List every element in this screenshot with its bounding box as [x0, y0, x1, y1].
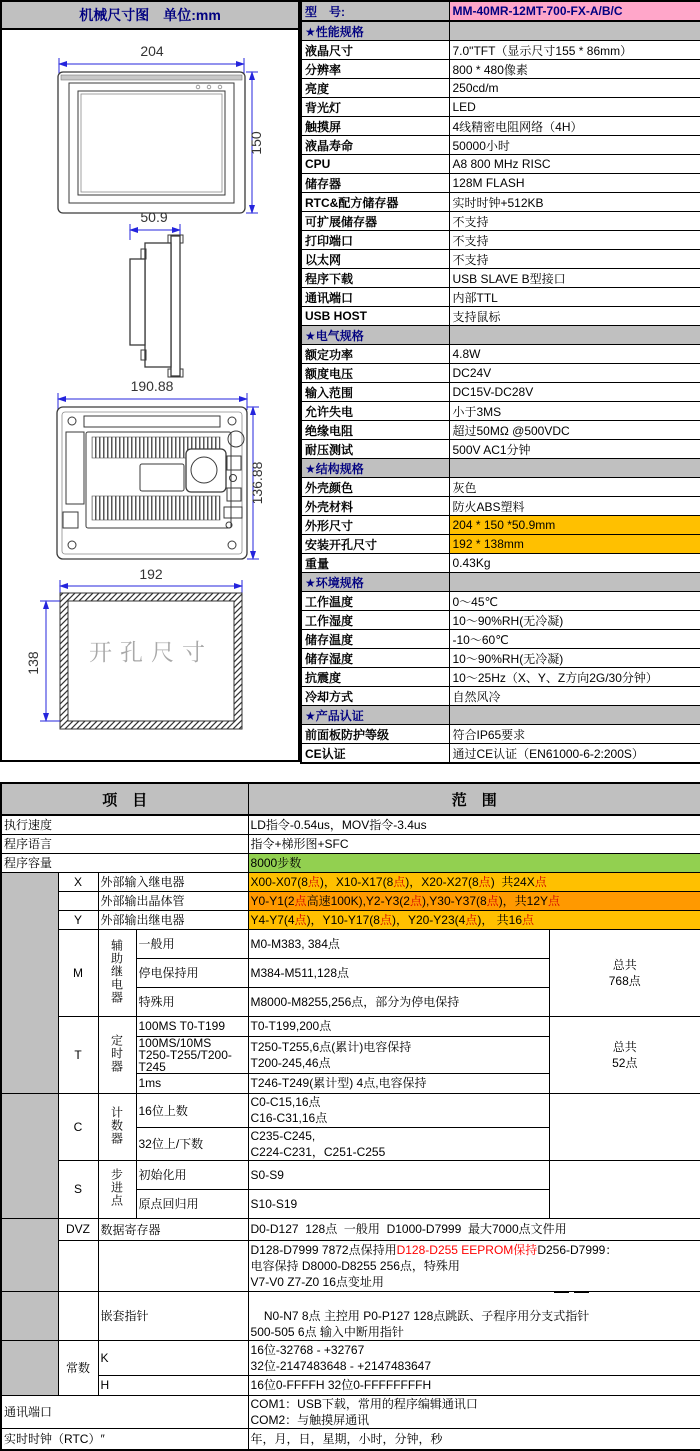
- capacity-label: 程序容量: [1, 853, 248, 872]
- spec-row: [301, 193, 700, 212]
- spec-value: 不支持: [449, 231, 700, 250]
- spec-row: [301, 212, 700, 231]
- spec-row: [301, 288, 700, 307]
- constant-h-value: 16位0-FFFFH 32位0-FFFFFFFFH: [248, 1375, 700, 1395]
- constant-k-value: 16位-32768 - +32767 32位-2147483648 - +2147483647: [248, 1340, 700, 1375]
- spec-row: [301, 687, 700, 706]
- spec-label: 液晶寿命: [301, 136, 449, 155]
- spec-label: 抗震度: [301, 668, 449, 687]
- text-segment: 点: [379, 912, 392, 927]
- y-transistor-row: [1, 891, 700, 910]
- exec-speed-row: [1, 815, 700, 834]
- spec-value: 204 * 150 *50.9mm: [449, 516, 700, 535]
- c2-label: 32位上/下数: [136, 1127, 248, 1160]
- text-segment: )，Y20-Y23(4: [391, 912, 466, 927]
- spec-row: [301, 649, 700, 668]
- spec-row: [301, 79, 700, 98]
- spec-value: 0～45℃: [449, 592, 700, 611]
- spec-value: -10～60℃: [449, 630, 700, 649]
- spec-label: CPU: [301, 155, 449, 174]
- spec-value: 超过50MΩ @500VDC: [449, 421, 700, 440]
- spec-row: [301, 421, 700, 440]
- text-segment: )， 共16: [477, 912, 523, 927]
- m1-label: 一般用: [136, 929, 248, 958]
- spec-value: 4.8W: [449, 345, 700, 364]
- m3-value: M8000-M8255,256点，部分为停电保持: [248, 987, 549, 1016]
- spec-row: [301, 60, 700, 79]
- t3-label: 1ms: [136, 1073, 248, 1093]
- spec-row: [301, 307, 700, 326]
- spec-label: 液晶尺寸: [301, 41, 449, 60]
- mechanical-drawing: [2, 30, 298, 760]
- spec-value: 防火ABS塑料: [449, 497, 700, 516]
- s-row-1: [1, 1160, 700, 1189]
- spec-section-row: [301, 326, 700, 345]
- text-segment: ) 共24X: [490, 874, 535, 889]
- spec-row: [301, 383, 700, 402]
- dim-front-width: 204: [140, 43, 164, 59]
- text-segment: 点: [478, 874, 491, 889]
- m-group: 辅助继电器: [98, 929, 136, 1016]
- range-table: [0, 782, 700, 1451]
- spec-value: [449, 573, 700, 592]
- spec-label: ★产品认证: [301, 706, 449, 725]
- spec-label: 外形尺寸: [301, 516, 449, 535]
- text-segment: 点: [307, 874, 320, 889]
- left-gray-spacer: [1, 1218, 58, 1291]
- constant-k-label: K: [98, 1340, 248, 1375]
- cutout-view: [25, 566, 242, 729]
- com-port-value: COM1：USB下载，常用的程序编辑通讯口 COM2：与触摸屏通讯: [248, 1395, 700, 1428]
- text-segment: 点: [409, 893, 422, 908]
- empty-cell: [98, 1240, 248, 1291]
- spec-label: 耐压测试: [301, 440, 449, 459]
- language-value: 指令+梯形图+SFC: [248, 834, 700, 853]
- y-tr-code: [58, 891, 98, 910]
- rtc-label: 实时时钟（RTC）″: [1, 1428, 248, 1450]
- com-port-row: [1, 1395, 700, 1428]
- column-header-range: 范 围: [248, 783, 700, 815]
- spec-label: 程序下载: [301, 269, 449, 288]
- spec-row: [301, 440, 700, 459]
- dvz-detail-value: D128-D7999 7872点保持用D128-D255 EEPROM保持D256-D7999： 电容保持 D8000-D8255 256点，特殊用 V7-V0 Z7-Z0 16点变址用: [248, 1240, 700, 1291]
- c1-value: C0-C15,16点 C16-C31,16点: [248, 1093, 549, 1127]
- spec-row: [301, 1, 700, 21]
- range-header-row: [1, 783, 700, 815]
- spec-value: 灰色: [449, 478, 700, 497]
- spec-label: 绝缘电阻: [301, 421, 449, 440]
- spec-label: 工作温度: [301, 592, 449, 611]
- spec-section-row: [301, 573, 700, 592]
- spec-value: 50000小时: [449, 136, 700, 155]
- y-rl-value: [248, 910, 700, 929]
- pointer-value: N0-N7 8点 主控用 P0-P127 128点跳跃、子程序用分支式指针 500-505 6点 输入中断用指针: [248, 1291, 700, 1340]
- spec-section-row: [301, 706, 700, 725]
- spec-row: [301, 402, 700, 421]
- dim-back-width: 190.88: [130, 378, 174, 394]
- m-code: M: [58, 929, 98, 1016]
- spec-label: ★电气规格: [301, 326, 449, 345]
- text-segment: D128-D7999 7872点保持用: [250, 1242, 397, 1257]
- exec-speed-label: 执行速度: [1, 815, 248, 834]
- spec-row: [301, 497, 700, 516]
- spec-row: [301, 554, 700, 573]
- spec-label: 打印端口: [301, 231, 449, 250]
- spec-row: [301, 231, 700, 250]
- spec-value: 符合IP65要求: [449, 725, 700, 744]
- spec-value: DC24V: [449, 364, 700, 383]
- text-segment: )，共12Y: [498, 893, 549, 908]
- spec-row: [301, 668, 700, 687]
- column-header-item: 项 目: [1, 783, 248, 815]
- spec-row: [301, 364, 700, 383]
- exec-speed-value: LD指令-0.54us，MOV指令-3.4us: [248, 815, 700, 834]
- mechanical-pane: [0, 0, 300, 762]
- dim-back-height: 136.88: [249, 461, 265, 505]
- spec-value: DC15V-DC28V: [449, 383, 700, 402]
- c-group: 计数器: [98, 1093, 136, 1160]
- spec-value: 4线精密电阻网络（4H）: [449, 117, 700, 136]
- spec-label: 分辨率: [301, 60, 449, 79]
- spec-value: [449, 21, 700, 41]
- left-gray-spacer: [1, 872, 58, 1093]
- spec-row: [301, 630, 700, 649]
- text-segment: 点: [393, 874, 406, 889]
- spec-row: [301, 117, 700, 136]
- spec-row: [301, 41, 700, 60]
- spec-value: 500V AC1分钟: [449, 440, 700, 459]
- text-segment: )，X10-X17(8: [319, 874, 394, 889]
- s2-label: 原点回归用: [136, 1189, 248, 1218]
- spec-value: USB SLAVE B型接口: [449, 269, 700, 288]
- t3-value: T246-T249(累计型) 4点,电容保持: [248, 1073, 549, 1093]
- spec-label: 触摸屏: [301, 117, 449, 136]
- spec-value: 实时时钟+512KB: [449, 193, 700, 212]
- c-row-1: [1, 1093, 700, 1127]
- y-rl-label: 外部输出继电器: [98, 910, 248, 929]
- spec-row: [301, 516, 700, 535]
- empty-cell: [58, 1240, 98, 1291]
- m2-label: 停电保持用: [136, 958, 248, 987]
- spec-label: 通讯端口: [301, 288, 449, 307]
- s1-label: 初始化用: [136, 1160, 248, 1189]
- empty-cell: [58, 1291, 98, 1340]
- t1-value: T0-T199,200点: [248, 1016, 549, 1036]
- constant-k-row: [1, 1340, 700, 1375]
- capacity-value: 8000步数: [248, 853, 700, 872]
- spec-value: 0.43Kg: [449, 554, 700, 573]
- pointer-label: 嵌套指针: [98, 1291, 248, 1340]
- s-group: 步进点: [98, 1160, 136, 1218]
- spec-label: 亮度: [301, 79, 449, 98]
- c1-label: 16位上数: [136, 1093, 248, 1127]
- dim-front-height: 150: [248, 131, 264, 155]
- spec-value: LED: [449, 98, 700, 117]
- spec-value: MM-40MR-12MT-700-FX-A/B/C: [449, 1, 700, 21]
- spec-label: 额度电压: [301, 364, 449, 383]
- spec-value: 支持鼠标: [449, 307, 700, 326]
- s-code: S: [58, 1160, 98, 1218]
- spec-row: [301, 535, 700, 554]
- y-tr-label: 外部输出晶体管: [98, 891, 248, 910]
- side-view: [130, 209, 183, 377]
- spec-row: [301, 345, 700, 364]
- spec-value: 不支持: [449, 212, 700, 231]
- m2-value: M384-M511,128点: [248, 958, 549, 987]
- rtc-value: 年，月，日，星期，小时，分钟，秒: [248, 1428, 700, 1450]
- s-total: [549, 1160, 700, 1218]
- spec-row: [301, 478, 700, 497]
- text-segment: )，Y10-Y17(8: [306, 912, 380, 927]
- text-segment: 点: [294, 893, 307, 908]
- dvz-label: 数据寄存器: [98, 1218, 248, 1240]
- x-label: 外部输入继电器: [98, 872, 248, 891]
- y-tr-value: [248, 891, 700, 910]
- spec-value: [449, 326, 700, 345]
- language-label: 程序语言: [1, 834, 248, 853]
- spec-row: [301, 250, 700, 269]
- spec-value: 10～90%RH(无冷凝): [449, 649, 700, 668]
- text-segment: )，X20-X27(8: [405, 874, 479, 889]
- x-input-row: [1, 872, 700, 891]
- c-code: C: [58, 1093, 98, 1160]
- text-segment: ),Y30-Y37(8: [421, 893, 487, 908]
- spec-value: A8 800 MHz RISC: [449, 155, 700, 174]
- overline-mark: [554, 1291, 589, 1293]
- text-segment: 点: [465, 912, 478, 927]
- spec-label: ★性能规格: [301, 21, 449, 41]
- spec-label: 型 号:: [301, 1, 449, 21]
- spec-label: 输入范围: [301, 383, 449, 402]
- spec-label: 重量: [301, 554, 449, 573]
- spec-row: [301, 611, 700, 630]
- c-total: [549, 1093, 700, 1160]
- spec-label: RTC&配方储存器: [301, 193, 449, 212]
- t2-label: 100MS/10MS T250-T255/T200-T245: [136, 1036, 248, 1073]
- text-segment: 点: [486, 893, 499, 908]
- spec-label: 储存器: [301, 174, 449, 193]
- text-segment: 点: [534, 874, 547, 889]
- spec-row: [301, 725, 700, 744]
- t-total: 总共 52点: [549, 1016, 700, 1093]
- capacity-row: [1, 853, 700, 872]
- spec-label: 前面板防护等级: [301, 725, 449, 744]
- m3-label: 特殊用: [136, 987, 248, 1016]
- dim-cutout-height: 138: [25, 651, 41, 675]
- spec-label: 背光灯: [301, 98, 449, 117]
- spec-label: 储存温度: [301, 630, 449, 649]
- left-gray-spacer: [1, 1291, 58, 1340]
- t1-label: 100MS T0-T199: [136, 1016, 248, 1036]
- x-value: [248, 872, 700, 891]
- spec-section-row: [301, 21, 700, 41]
- spec-row: [301, 155, 700, 174]
- com-port-label: 通讯端口: [1, 1395, 248, 1428]
- spec-label: 允许失电: [301, 402, 449, 421]
- spec-label: 储存湿度: [301, 649, 449, 668]
- spec-value: 通过CE认证（EN61000-6-2:200S）: [449, 744, 700, 764]
- text-segment: D128-D255 EEPROM保持: [396, 1242, 538, 1257]
- m-total: 总共 768点: [549, 929, 700, 1016]
- spec-table: [300, 0, 700, 764]
- spec-label: CE认证: [301, 744, 449, 764]
- s1-value: S0-S9: [248, 1160, 549, 1189]
- spec-label: 额定功率: [301, 345, 449, 364]
- spec-value: 自然风冷: [449, 687, 700, 706]
- m-row-1: [1, 929, 700, 958]
- spec-value: 250cd/m: [449, 79, 700, 98]
- spec-value: 128M FLASH: [449, 174, 700, 193]
- spec-value: 小于3MS: [449, 402, 700, 421]
- constant-h-label: H: [98, 1375, 248, 1395]
- spec-label: 工作湿度: [301, 611, 449, 630]
- dvz-code: DVZ: [58, 1218, 98, 1240]
- text-segment: D256-D7999：: [537, 1242, 618, 1257]
- front-view: [58, 43, 264, 213]
- spec-label: 以太网: [301, 250, 449, 269]
- spec-row: [301, 174, 700, 193]
- text-segment: X00-X07(8: [250, 874, 308, 889]
- dim-side-depth: 50.9: [140, 209, 168, 225]
- text-segment: 点: [294, 912, 307, 927]
- spec-section-row: [301, 459, 700, 478]
- spec-row: [301, 744, 700, 764]
- data-register-detail-row: [1, 1240, 700, 1291]
- spec-label: 冷却方式: [301, 687, 449, 706]
- mechanical-title: 机械尺寸图 单位:mm: [2, 2, 298, 30]
- m1-value: M0-M383, 384点: [248, 929, 549, 958]
- cutout-label: 开孔尺寸: [89, 639, 213, 665]
- constant-h-row: [1, 1375, 700, 1395]
- constant-code: 常数: [58, 1340, 98, 1395]
- terminal-block-bottom: [92, 496, 220, 520]
- spec-label: USB HOST: [301, 307, 449, 326]
- spec-row: [301, 136, 700, 155]
- text-segment: Y4-Y7(4: [250, 912, 295, 927]
- language-row: [1, 834, 700, 853]
- x-code: X: [58, 872, 98, 891]
- spec-value: 7.0"TFT（显示尺寸155 * 86mm）: [449, 41, 700, 60]
- y-rl-code: Y: [58, 910, 98, 929]
- t-row-1: [1, 1016, 700, 1036]
- spec-value: 10～25Hz（X、Y、Z方向2G/30分钟）: [449, 668, 700, 687]
- spec-value: [449, 459, 700, 478]
- left-gray-spacer: [1, 1340, 58, 1395]
- spec-row: [301, 592, 700, 611]
- spec-value: 10～90%RH(无冷凝): [449, 611, 700, 630]
- pointer-row: [1, 1291, 700, 1340]
- spec-label: 外壳材料: [301, 497, 449, 516]
- spec-label: 可扩展储存器: [301, 212, 449, 231]
- spec-label: ★结构规格: [301, 459, 449, 478]
- data-register-row: [1, 1218, 700, 1240]
- spec-value: 192 * 138mm: [449, 535, 700, 554]
- text-segment: 点: [522, 912, 535, 927]
- t-code: T: [58, 1016, 98, 1093]
- spec-row: [301, 98, 700, 117]
- spec-label: ★环境规格: [301, 573, 449, 592]
- t-group: 定时器: [98, 1016, 136, 1093]
- spec-label: 安装开孔尺寸: [301, 535, 449, 554]
- spec-value: 内部TTL: [449, 288, 700, 307]
- text-segment: Y0-Y1(2: [250, 893, 295, 908]
- left-gray-spacer: [1, 1093, 58, 1218]
- c2-value: C235-C245, C224-C231，C251-C255: [248, 1127, 549, 1160]
- t2-value: T250-T255,6点(累计)电容保持 T200-245,46点: [248, 1036, 549, 1073]
- spec-row: [301, 269, 700, 288]
- text-segment: 点: [548, 893, 561, 908]
- dim-cutout-width: 192: [139, 566, 163, 582]
- back-view: [57, 378, 265, 559]
- spec-value: 不支持: [449, 250, 700, 269]
- s2-value: S10-S19: [248, 1189, 549, 1218]
- spec-value: 800 * 480像素: [449, 60, 700, 79]
- rtc-row: [1, 1428, 700, 1450]
- dvz-value: D0-D127 128点 一般用 D1000-D7999 最大7000点文件用: [248, 1218, 700, 1240]
- y-relay-row: [1, 910, 700, 929]
- spec-value: [449, 706, 700, 725]
- text-segment: 高速100K),Y2-Y3(2: [306, 893, 410, 908]
- spec-label: 外壳颜色: [301, 478, 449, 497]
